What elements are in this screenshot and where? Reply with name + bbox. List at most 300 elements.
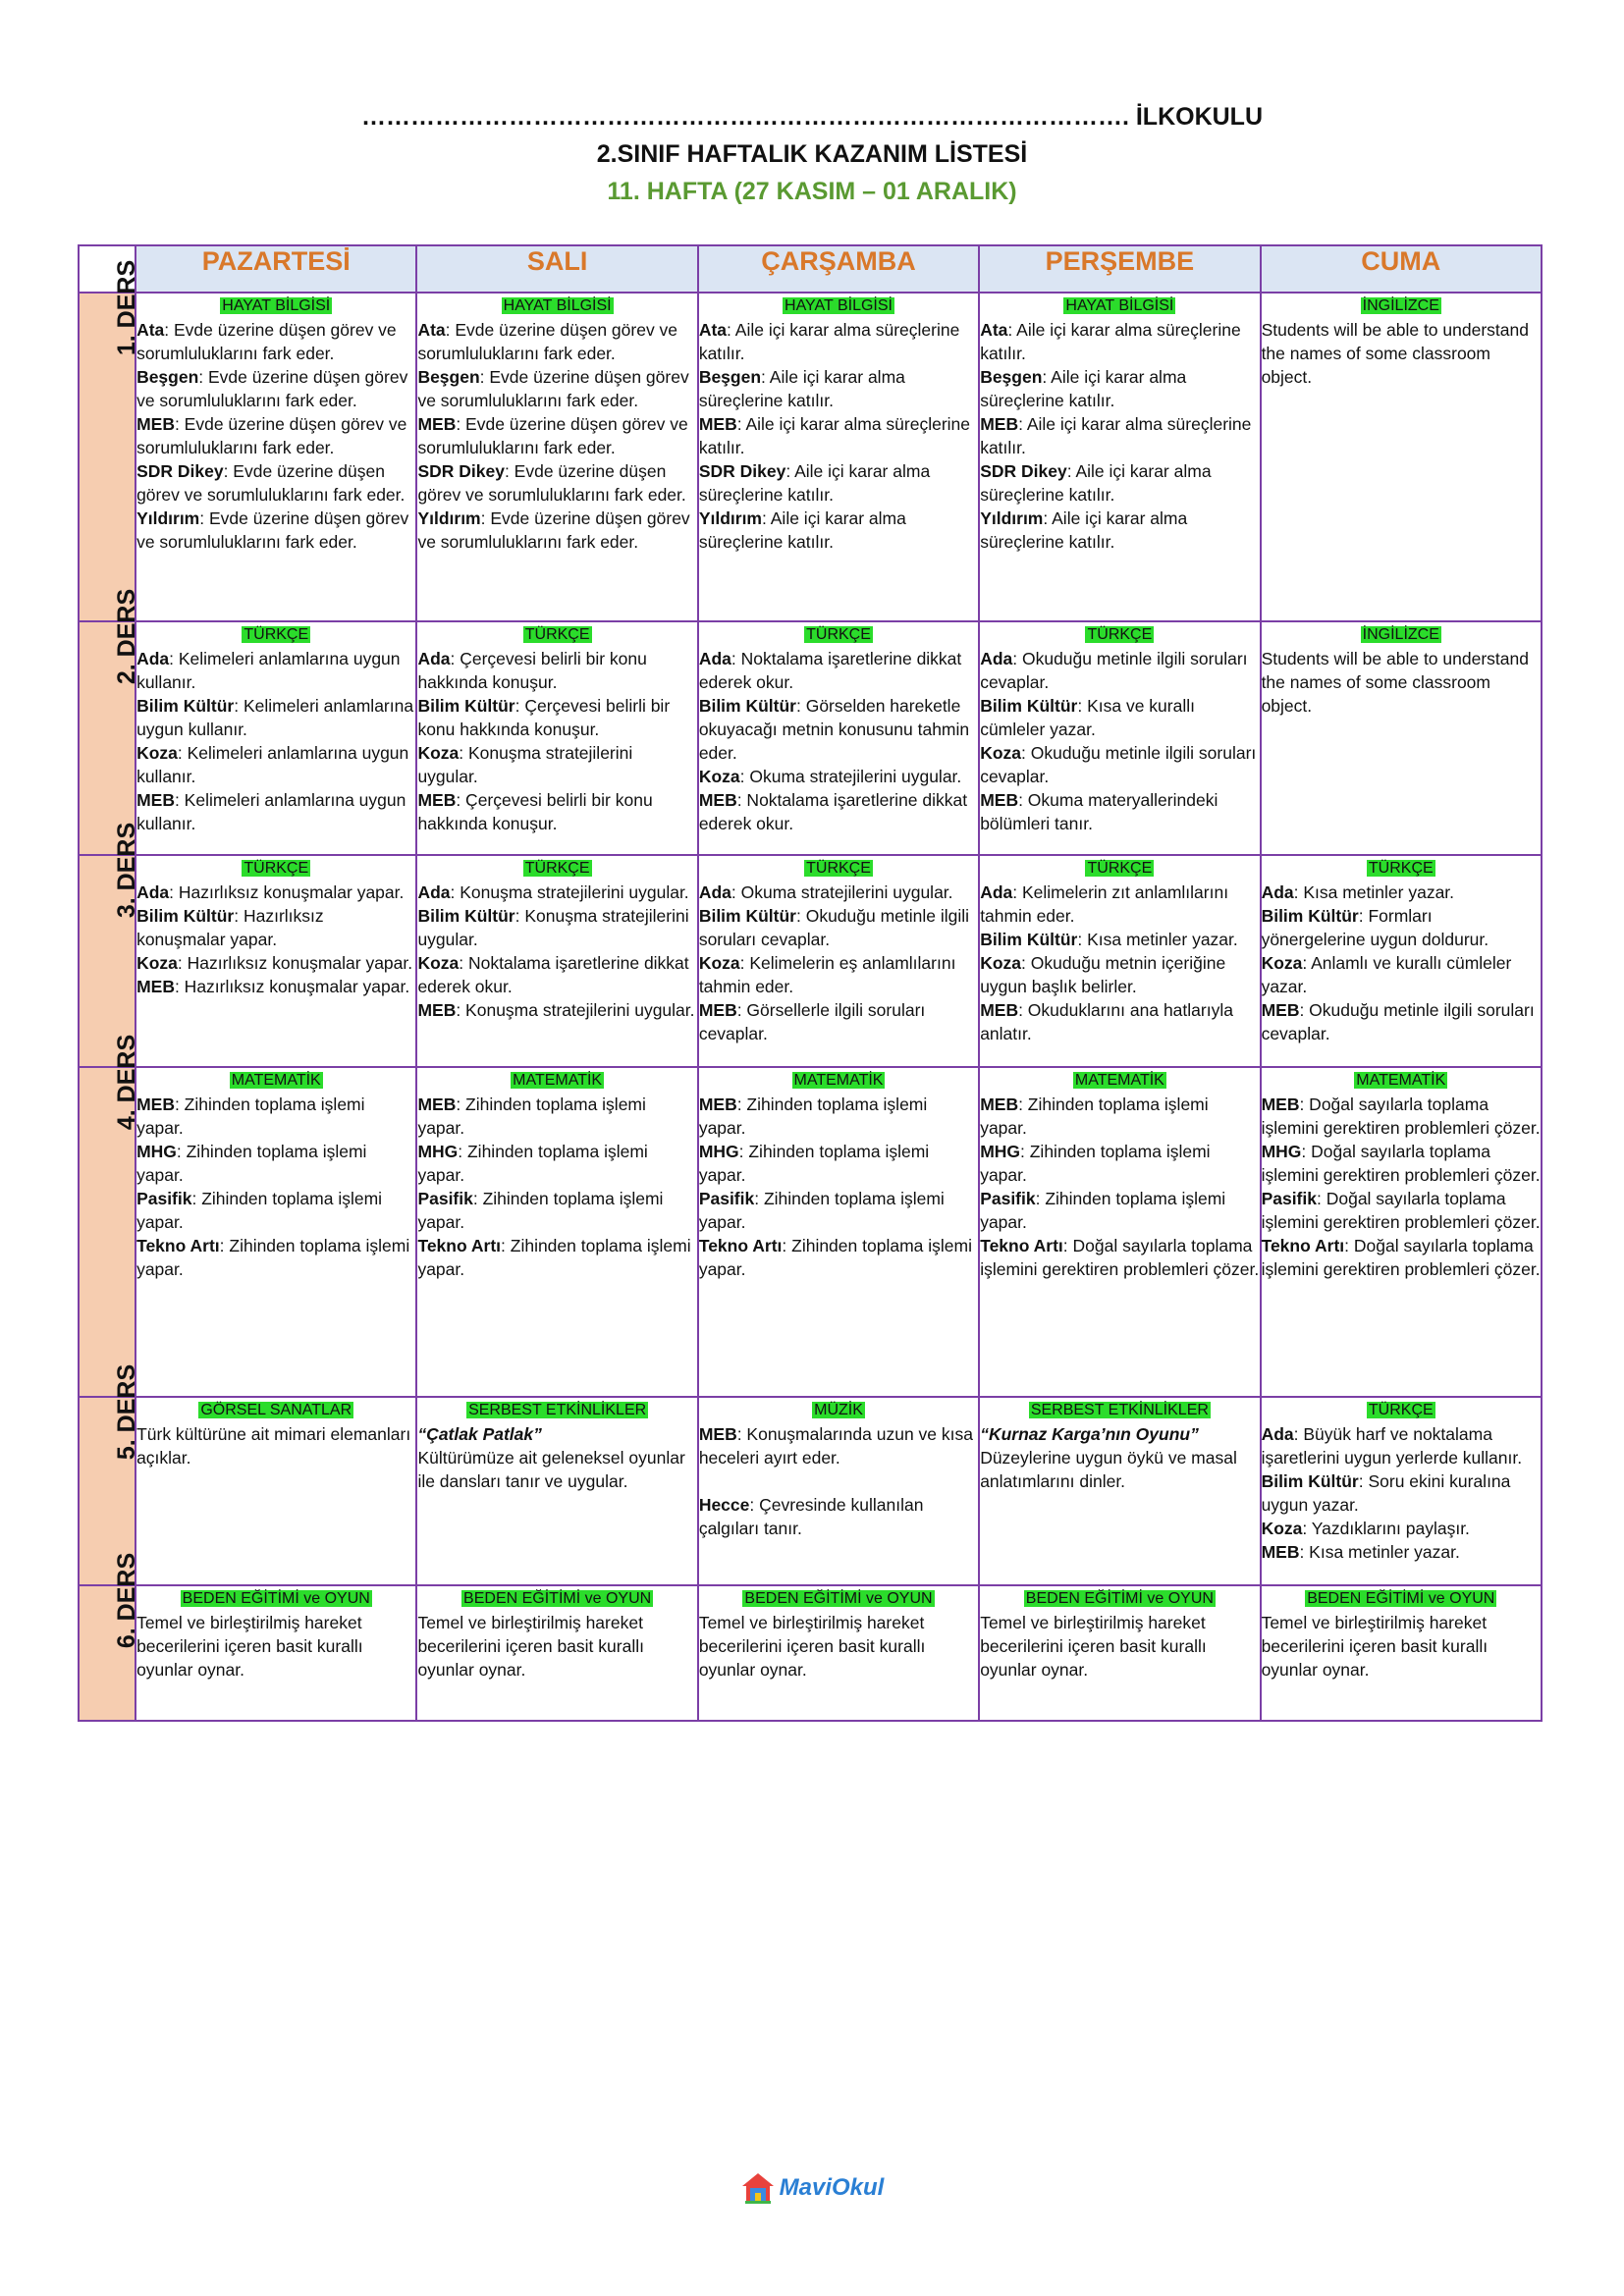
outcome-entry	[980, 1234, 1259, 1281]
lesson-label: 2. DERS	[113, 588, 141, 685]
outcome-entry	[417, 365, 696, 412]
lesson-cell	[416, 621, 697, 855]
outcome-entry	[136, 1140, 415, 1187]
lesson-cell	[979, 1067, 1260, 1397]
outcome-entry	[417, 1187, 696, 1234]
publisher-name: MEB	[980, 414, 1019, 434]
outcome-entry	[136, 1422, 415, 1469]
lesson-cell	[135, 1067, 416, 1397]
outcome-entry	[980, 1422, 1259, 1446]
subject-badge: BEDEN EĞİTİMİ ve OYUN	[1025, 1590, 1214, 1607]
publisher-name: MEB	[417, 1095, 457, 1114]
outcome-text: : Zihinden toplama işlemi yapar.	[698, 1095, 928, 1138]
outcome-text: : Zihinden toplama işlemi yapar.	[980, 1095, 1209, 1138]
outcome-entry	[980, 318, 1259, 365]
lesson-label: 3. DERS	[113, 822, 141, 919]
publisher-name: Bilim Kültür	[1261, 1471, 1359, 1491]
outcome-entry	[417, 1422, 696, 1446]
lesson-cell	[1261, 293, 1542, 621]
outcome-text: : Evde üzerine düşen görev ve sorumluluklarını fark eder.	[417, 320, 678, 363]
outcome-entry	[699, 365, 978, 412]
publisher-name: MEB	[136, 1095, 175, 1114]
outcome-text: : Kısa metinler yazar.	[1293, 882, 1455, 902]
outcome-entry	[980, 1140, 1259, 1187]
publisher-name: MEB	[417, 790, 457, 810]
outcome-text: : Aile içi karar alma süreçlerine katılır.	[698, 508, 906, 552]
outcome-text: : Zihinden toplama işlemi yapar.	[980, 1142, 1211, 1185]
publisher-name: Koza	[417, 743, 460, 763]
lesson-label: 5. DERS	[113, 1363, 141, 1461]
outcome-text: : Zihinden toplama işlemi yapar.	[698, 1236, 972, 1279]
lesson-cell	[979, 621, 1260, 855]
subject-badge: TÜRKÇE	[524, 860, 590, 877]
publisher-name: Koza	[1261, 1519, 1303, 1538]
publisher-name: Bilim Kültür	[980, 930, 1078, 949]
outcome-text: : Okuma materyallerindeki bölümleri tanır.	[980, 790, 1218, 833]
publisher-name: MHG	[136, 1142, 177, 1161]
outcome-entry	[980, 459, 1259, 507]
publisher-name: Yıldırım	[136, 508, 200, 528]
outcome-text: : Okuduklarını ana hatlarıyla anlatır.	[980, 1000, 1233, 1043]
outcome-text: : Evde üzerine düşen görev ve sorumluluklarını fark eder.	[136, 414, 407, 457]
outcome-entry	[1262, 1187, 1541, 1234]
outcome-text: : Okuduğu metinle ilgili soruları cevaplar.	[698, 906, 970, 949]
publisher-name: MHG	[417, 1142, 459, 1161]
outcome-text: : Anlamlı ve kurallı cümleler yazar.	[1261, 953, 1512, 996]
publisher-name: Ada	[417, 649, 451, 668]
outcome-text: : Doğal sayılarla toplama işlemini gerektiren problemleri çözer.	[1261, 1189, 1541, 1232]
lesson-cell	[698, 621, 979, 855]
day-header: ÇARŞAMBA	[698, 245, 979, 293]
outcome-text: : Aile içi karar alma süreçlerine katılır.	[980, 367, 1187, 410]
outcome-entry	[980, 1611, 1259, 1682]
outcome-entry	[417, 1446, 696, 1493]
outcome-text: Temel ve birleştirilmiş hareket becerilerini içeren basit kurallı oyunlar oynar.	[1261, 1613, 1489, 1680]
publisher-name: MEB	[698, 414, 737, 434]
outcome-text: Students will be able to understand the names of some classroom object.	[1261, 320, 1529, 387]
outcome-entry	[417, 507, 696, 554]
publisher-name: Bilim Kültür	[136, 906, 235, 926]
lesson-row	[79, 1397, 1542, 1585]
lesson-cell	[979, 1585, 1260, 1721]
outcome-text: : Kısa metinler yazar.	[1077, 930, 1238, 949]
outcome-entry	[699, 507, 978, 554]
outcome-entry	[980, 741, 1259, 788]
outcome-entry	[417, 951, 696, 998]
outcome-text: : Aile içi karar alma süreçlerine katılır.	[698, 320, 960, 363]
publisher-name: Ata	[136, 320, 165, 340]
outcome-entry	[417, 998, 696, 1022]
outcome-entry	[136, 694, 415, 741]
page-header	[0, 98, 1624, 210]
publisher-name: Pasifik	[698, 1189, 755, 1208]
outcome-text: : Görsellerle ilgili soruları cevaplar.	[698, 1000, 926, 1043]
publisher-name: Yıldırım	[698, 508, 762, 528]
outcome-text: : Kelimeleri anlamlarına uygun kullanır.	[136, 649, 401, 692]
publisher-name: Bilim Kültür	[417, 906, 515, 926]
publisher-name: Tekno Artı	[698, 1236, 783, 1255]
outcome-text: : Aile içi karar alma süreçlerine katılır.	[698, 461, 931, 505]
subject-badge: SERBEST ETKİNLİKLER	[468, 1402, 647, 1418]
lesson-cell	[1261, 1585, 1542, 1721]
outcome-text: : Zihinden toplama işlemi yapar.	[136, 1095, 365, 1138]
outcome-text: : Hazırlıksız konuşmalar yapar.	[136, 906, 324, 949]
outcome-entry	[136, 1187, 415, 1234]
outcome-entry	[417, 1093, 696, 1140]
outcome-entry	[980, 647, 1259, 694]
brand-name: MaviOkul	[779, 2174, 885, 2201]
outcome-text: : Evde üzerine düşen görev ve sorumluluklarını fark eder.	[136, 367, 408, 410]
publisher-name: MEB	[980, 1000, 1019, 1020]
publisher-name: Pasifik	[980, 1189, 1036, 1208]
outcome-entry	[417, 881, 696, 904]
publisher-name: MEB	[1261, 1000, 1300, 1020]
publisher-name: Ada	[980, 649, 1013, 668]
subject-badge: TÜRKÇE	[1368, 860, 1434, 877]
subject-badge: TÜRKÇE	[1087, 626, 1153, 643]
brand-logo	[740, 2171, 885, 2205]
outcome-entry	[980, 1446, 1259, 1493]
outcome-entry	[136, 1234, 415, 1281]
publisher-name: MEB	[698, 1095, 737, 1114]
outcome-text: : Aile içi karar alma süreçlerine katılır.	[698, 414, 971, 457]
page-title: 2.SINIF HAFTALIK KAZANIM LİSTESİ	[596, 140, 1028, 168]
publisher-name: Koza	[698, 953, 740, 973]
outcome-entry	[980, 1187, 1259, 1234]
outcome-text: : Zihinden toplama işlemi yapar.	[136, 1189, 383, 1232]
outcome-text: : Evde üzerine düşen görev ve sorumluluklarını fark eder.	[136, 320, 397, 363]
outcome-entry	[980, 998, 1259, 1045]
subject-badge: SERBEST ETKİNLİKLER	[1030, 1402, 1209, 1418]
outcome-text: : Evde üzerine düşen görev ve sorumluluklarını fark eder.	[417, 461, 686, 505]
lesson-cell	[135, 1585, 416, 1721]
outcome-entry	[136, 412, 415, 459]
outcome-entry	[1262, 1234, 1541, 1281]
outcome-text: : Okuma stratejilerini uygular.	[731, 882, 953, 902]
school-name: …………………………………………………………………………………. İLKOKULU	[360, 103, 1264, 131]
subject-badge: TÜRKÇE	[806, 860, 871, 877]
outcome-text: : Konuşma stratejilerini uygular.	[417, 906, 689, 949]
outcome-entry	[699, 694, 978, 765]
publisher-name: SDR Dikey	[417, 461, 505, 481]
publisher-name: MHG	[980, 1142, 1021, 1161]
outcome-text: : Okuduğu metinle ilgili soruları cevaplar.	[980, 649, 1248, 692]
publisher-name: Yıldırım	[417, 508, 481, 528]
outcome-text: : Kelimeleri anlamlarına uygun kullanır.	[136, 696, 414, 739]
subject-badge: TÜRKÇE	[1368, 1402, 1434, 1418]
outcome-entry	[136, 975, 415, 998]
lesson-cell	[979, 855, 1260, 1067]
outcome-entry	[417, 694, 696, 741]
outcome-text: : Hazırlıksız konuşmalar yapar.	[177, 953, 413, 973]
outcome-text: : Çevresinde kullanılan çalgıları tanır.	[698, 1495, 924, 1538]
outcome-entry	[136, 904, 415, 951]
publisher-name: Koza	[980, 953, 1021, 973]
lesson-cell	[698, 1397, 979, 1585]
outcome-entry	[136, 951, 415, 975]
lesson-cell	[1261, 1067, 1542, 1397]
outcome-entry	[980, 365, 1259, 412]
outcome-entry	[699, 904, 978, 951]
publisher-name: Koza	[417, 953, 460, 973]
outcome-entry	[699, 788, 978, 835]
outcome-text: : Kelimeleri anlamlarına uygun kullanır.	[136, 743, 409, 786]
day-header: PAZARTESİ	[135, 245, 416, 293]
outcome-entry	[136, 647, 415, 694]
publisher-name: MEB	[136, 977, 175, 996]
outcome-entry	[699, 459, 978, 507]
subject-badge: MÜZİK	[814, 1402, 863, 1418]
lesson-row	[79, 293, 1542, 621]
lesson-cell	[698, 1067, 979, 1397]
outcome-entry	[699, 1140, 978, 1187]
publisher-name: Pasifik	[1261, 1189, 1317, 1208]
publisher-name: Ada	[1261, 1424, 1294, 1444]
outcome-entry	[980, 788, 1259, 835]
subject-badge: İNGİLİZCE	[1362, 626, 1439, 643]
outcome-text: : Aile içi karar alma süreçlerine katılır.	[980, 508, 1188, 552]
publisher-name: MEB	[1261, 1542, 1300, 1562]
lesson-cell	[698, 1585, 979, 1721]
publisher-name: Pasifik	[417, 1189, 473, 1208]
publisher-name: Ada	[698, 882, 731, 902]
subject-badge: TÜRKÇE	[244, 626, 309, 643]
subject-badge: TÜRKÇE	[1087, 860, 1153, 877]
outcome-entry	[1262, 904, 1541, 951]
publisher-name: Bilim Kültür	[980, 696, 1078, 716]
outcome-text: : Aile içi karar alma süreçlerine katılır.	[980, 414, 1252, 457]
publisher-name: MEB	[136, 414, 175, 434]
lesson-row	[79, 1067, 1542, 1397]
outcome-text: : Formları yönergelerine uygun doldurur.	[1261, 906, 1489, 949]
publisher-name: Hecce	[698, 1495, 750, 1515]
outcome-text: : Noktalama işaretlerine dikkat ederek okur.	[698, 790, 968, 833]
outcome-entry	[699, 647, 978, 694]
outcome-text: Students will be able to understand the names of some classroom object.	[1261, 649, 1529, 716]
outcome-text: : Noktalama işaretlerine dikkat ederek okur.	[417, 953, 689, 996]
subject-badge: BEDEN EĞİTİMİ ve OYUN	[744, 1590, 933, 1607]
publisher-name: Tekno Artı	[136, 1236, 220, 1255]
lesson-label-cell	[79, 1034, 141, 1397]
outcome-text: : Çerçevesi belirli bir konu hakkında konuşur.	[417, 790, 653, 833]
publisher-name: Beşgen	[698, 367, 762, 387]
outcome-entry	[699, 412, 978, 459]
lesson-cell	[135, 1397, 416, 1585]
outcome-text: : Doğal sayılarla toplama işlemini gerektiren problemleri çözer.	[1261, 1142, 1541, 1185]
outcome-entry	[980, 412, 1259, 459]
subject-badge: BEDEN EĞİTİMİ ve OYUN	[1307, 1590, 1495, 1607]
outcome-entry	[1262, 318, 1541, 389]
outcome-text: : Konuşmalarında uzun ve kısa heceleri ayırt eder.	[698, 1424, 973, 1468]
publisher-name: Ada	[1261, 882, 1294, 902]
outcome-text: : Doğal sayılarla toplama işlemini gerektiren problemleri çözer.	[1261, 1236, 1541, 1279]
publisher-name: SDR Dikey	[136, 461, 224, 481]
outcome-entry	[136, 1093, 415, 1140]
publisher-name: Beşgen	[417, 367, 480, 387]
outcome-entry	[1262, 647, 1541, 718]
lesson-row	[79, 1585, 1542, 1721]
publisher-name: MEB	[980, 790, 1019, 810]
publisher-name: Ata	[417, 320, 446, 340]
outcome-entry	[980, 928, 1259, 951]
outcome-entry	[699, 318, 978, 365]
outcome-entry	[1262, 1517, 1541, 1540]
publisher-name: MEB	[698, 790, 737, 810]
week-label: 11. HAFTA (27 KASIM – 01 ARALIK)	[607, 178, 1017, 205]
lesson-cell	[1261, 1397, 1542, 1585]
day-header: PERŞEMBE	[979, 245, 1260, 293]
outcome-entry	[136, 507, 415, 554]
activity-title: “Çatlak Patlak”	[417, 1424, 542, 1444]
outcome-entry	[417, 318, 696, 365]
lesson-label: 6. DERS	[113, 1552, 141, 1649]
publisher-name: Tekno Artı	[1261, 1236, 1345, 1255]
lesson-cell	[416, 1067, 697, 1397]
subject-badge: MATEMATİK	[513, 1072, 603, 1089]
activity-title: “Kurnaz Karga’nın Oyunu”	[980, 1424, 1199, 1444]
house-icon	[740, 2171, 776, 2205]
footer	[0, 2171, 1624, 2210]
publisher-name: MHG	[1261, 1142, 1302, 1161]
publisher-name: Yıldırım	[980, 508, 1044, 528]
subject-badge: MATEMATİK	[231, 1072, 321, 1089]
publisher-name: MEB	[698, 1424, 737, 1444]
lesson-row	[79, 855, 1542, 1067]
outcome-text: : Zihinden toplama işlemi yapar.	[136, 1142, 367, 1185]
outcome-text: : Evde üzerine düşen görev ve sorumluluklarını fark eder.	[417, 367, 689, 410]
outcome-entry	[980, 694, 1259, 741]
outcome-text: : Zihinden toplama işlemi yapar.	[980, 1189, 1226, 1232]
outcome-entry	[1262, 1469, 1541, 1517]
outcome-entry	[1262, 1093, 1541, 1140]
outcome-text: : Okuduğu metinle ilgili soruları cevaplar.	[1261, 1000, 1535, 1043]
outcome-entry	[699, 1422, 978, 1469]
outcome-text: Temel ve birleştirilmiş hareket becerilerini içeren basit kurallı oyunlar oynar.	[136, 1613, 363, 1680]
day-header-row	[79, 245, 1542, 293]
publisher-name: Koza	[698, 767, 740, 786]
outcome-entry	[699, 1234, 978, 1281]
outcome-entry	[1262, 951, 1541, 998]
publisher-name: Koza	[136, 743, 178, 763]
publisher-name: MEB	[136, 790, 175, 810]
publisher-name: MEB	[1261, 1095, 1300, 1114]
lesson-cell	[416, 1585, 697, 1721]
subject-badge: GÖRSEL SANATLAR	[200, 1402, 352, 1418]
outcome-entry	[980, 951, 1259, 998]
outcome-entry	[980, 881, 1259, 928]
outcome-text: : Zihinden toplama işlemi yapar.	[698, 1142, 930, 1185]
lesson-label-cell	[79, 588, 141, 855]
outcome-entry	[699, 765, 978, 788]
publisher-name: Beşgen	[980, 367, 1043, 387]
subject-badge: TÜRKÇE	[244, 860, 309, 877]
publisher-name: Bilim Kültür	[698, 906, 796, 926]
lesson-label-cell	[79, 1552, 141, 1721]
outcome-text: : Zihinden toplama işlemi yapar.	[136, 1236, 410, 1279]
publisher-name: MEB	[698, 1000, 737, 1020]
subject-badge: HAYAT BİLGİSİ	[503, 297, 612, 314]
day-header: SALI	[416, 245, 697, 293]
lesson-label-cell	[79, 259, 141, 621]
publisher-name: Ata	[980, 320, 1008, 340]
lesson-cell	[698, 855, 979, 1067]
weekly-plan-table	[78, 244, 1543, 1722]
outcome-text: : Kelimelerin zıt anlamlılarını tahmin eder.	[980, 882, 1229, 926]
subject-badge: MATEMATİK	[793, 1072, 884, 1089]
publisher-name: Koza	[136, 953, 178, 973]
outcome-text: Kültürümüze ait geleneksel oyunlar ile dansları tanır ve uygular.	[417, 1448, 685, 1491]
outcome-text: : Evde üzerine düşen görev ve sorumluluklarını fark eder.	[417, 508, 690, 552]
lesson-cell	[135, 621, 416, 855]
outcome-text: Temel ve birleştirilmiş hareket becerilerini içeren basit kurallı oyunlar oynar.	[980, 1613, 1207, 1680]
outcome-entry	[1262, 1611, 1541, 1682]
outcome-entry	[1262, 998, 1541, 1045]
outcome-entry	[417, 412, 696, 459]
publisher-name: Bilim Kültür	[1261, 906, 1359, 926]
outcome-text: Temel ve birleştirilmiş hareket becerilerini içeren basit kurallı oyunlar oynar.	[698, 1613, 926, 1680]
outcome-entry	[1262, 1422, 1541, 1469]
subject-badge: MATEMATİK	[1356, 1072, 1446, 1089]
lesson-cell	[979, 1397, 1260, 1585]
subject-badge: TÜRKÇE	[806, 626, 871, 643]
outcome-entry	[699, 1093, 978, 1140]
outcome-text: : Çerçevesi belirli bir konu hakkında konuşur.	[417, 696, 671, 739]
publisher-name: MEB	[417, 1000, 457, 1020]
outcome-text: : Zihinden toplama işlemi yapar.	[417, 1095, 646, 1138]
outcome-entry	[980, 1093, 1259, 1140]
subject-badge: TÜRKÇE	[524, 626, 590, 643]
outcome-text: : Zihinden toplama işlemi yapar.	[698, 1189, 945, 1232]
outcome-text: : Görselden hareketle okuyacağı metnin konusunu tahmin eder.	[698, 696, 970, 763]
day-header: CUMA	[1261, 245, 1542, 293]
publisher-name: Ada	[136, 649, 170, 668]
publisher-name: Bilim Kültür	[417, 696, 515, 716]
outcome-text: : Evde üzerine düşen görev ve sorumluluklarını fark eder.	[417, 414, 688, 457]
lesson-cell	[416, 293, 697, 621]
publisher-name: MHG	[698, 1142, 739, 1161]
lesson-cell	[1261, 621, 1542, 855]
lesson-cell	[135, 855, 416, 1067]
outcome-text: : Kısa ve kurallı cümleler yazar.	[980, 696, 1195, 739]
outcome-text: : Noktalama işaretlerine dikkat ederek okur.	[698, 649, 962, 692]
subject-badge: MATEMATİK	[1074, 1072, 1164, 1089]
outcome-text: : Hazırlıksız konuşmalar yapar.	[169, 882, 405, 902]
outcome-text: : Konuşma stratejilerini uygular.	[417, 743, 633, 786]
subject-badge: HAYAT BİLGİSİ	[222, 297, 331, 314]
lesson-label: 4. DERS	[113, 1034, 141, 1131]
outcome-text: : Okuma stratejilerini uygular.	[739, 767, 962, 786]
outcome-text: : Evde üzerine düşen görev ve sorumluluklarını fark eder.	[136, 461, 406, 505]
outcome-entry	[417, 741, 696, 788]
outcome-text: : Zihinden toplama işlemi yapar.	[417, 1236, 691, 1279]
outcome-entry	[417, 788, 696, 835]
outcome-entry	[417, 459, 696, 507]
outcome-entry	[980, 507, 1259, 554]
outcome-text: : Aile içi karar alma süreçlerine katılır.	[980, 461, 1212, 505]
publisher-name: Ada	[698, 649, 731, 668]
publisher-name: Bilim Kültür	[136, 696, 235, 716]
outcome-entry	[417, 1140, 696, 1187]
outcome-entry	[136, 881, 415, 904]
publisher-name: Ata	[698, 320, 728, 340]
outcome-text: Temel ve birleştirilmiş hareket becerilerini içeren basit kurallı oyunlar oynar.	[417, 1613, 644, 1680]
outcome-text: : Soru ekini kuralına uygun yazar.	[1261, 1471, 1511, 1515]
lesson-cell	[698, 293, 979, 621]
outcome-entry	[699, 1493, 978, 1540]
publisher-name: Ada	[980, 882, 1013, 902]
subject-badge: HAYAT BİLGİSİ	[785, 297, 893, 314]
publisher-name: Bilim Kültür	[698, 696, 796, 716]
